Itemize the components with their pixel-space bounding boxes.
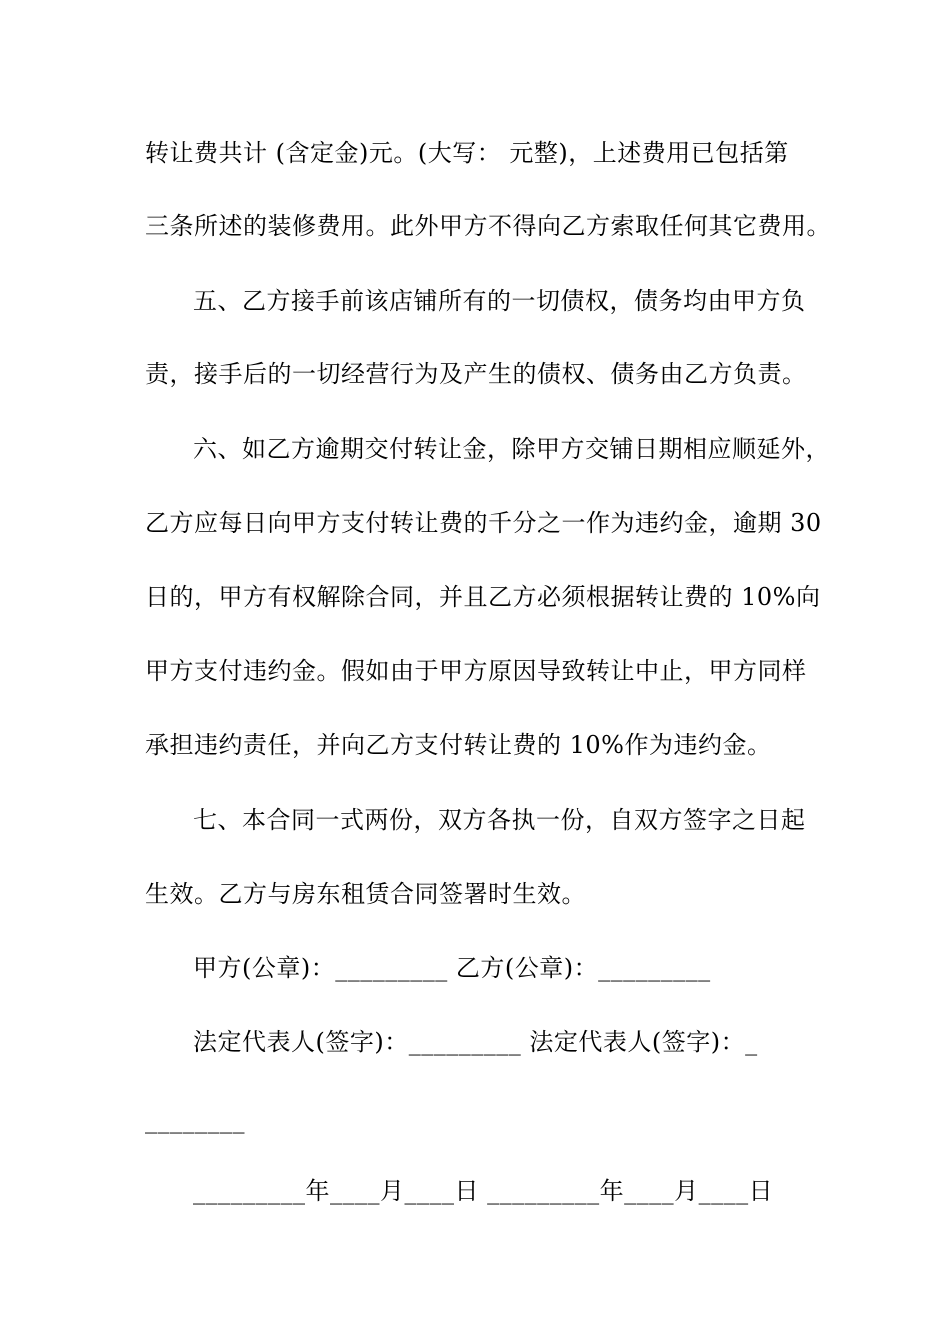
clause-five-line: 五、乙方接手前该店铺所有的一切债权，债务均由甲方负	[193, 287, 806, 315]
paragraph-line: 乙方应每日向甲方支付转让费的千分之一作为违约金，逾期 30	[145, 509, 822, 537]
clause-seven-line: 七、本合同一式两份，双方各执一份，自双方签字之日起	[193, 806, 806, 834]
paragraph-line: 转让费共计 (含定金)元。(大写： 元整)，上述费用已包括第	[145, 139, 789, 167]
seal-line: 甲方(公章)：_________ 乙方(公章)：_________	[193, 954, 711, 982]
paragraph-line: 日的，甲方有权解除合同，并且乙方必须根据转让费的 10%向	[145, 583, 821, 611]
paragraph-line: 生效。乙方与房东租赁合同签署时生效。	[145, 880, 586, 908]
paragraph-line: 三条所述的装修费用。此外甲方不得向乙方索取任何其它费用。	[145, 212, 831, 240]
signature-line: 法定代表人(签字)：_________ 法定代表人(签字)：_	[193, 1028, 758, 1056]
paragraph-line: 甲方支付违约金。假如由于甲方原因导致转让中止，甲方同样	[145, 657, 807, 685]
signature-line-continued: ________	[145, 1106, 245, 1134]
date-line: _________年____月____日 _________年____月____日	[193, 1177, 774, 1205]
paragraph-line: 承担违约责任，并向乙方支付转让费的 10%作为违约金。	[145, 731, 772, 759]
paragraph-line: 责，接手后的一切经营行为及产生的债权、债务由乙方负责。	[145, 360, 807, 388]
clause-six-line: 六、如乙方逾期交付转让金，除甲方交铺日期相应顺延外，	[193, 435, 830, 463]
